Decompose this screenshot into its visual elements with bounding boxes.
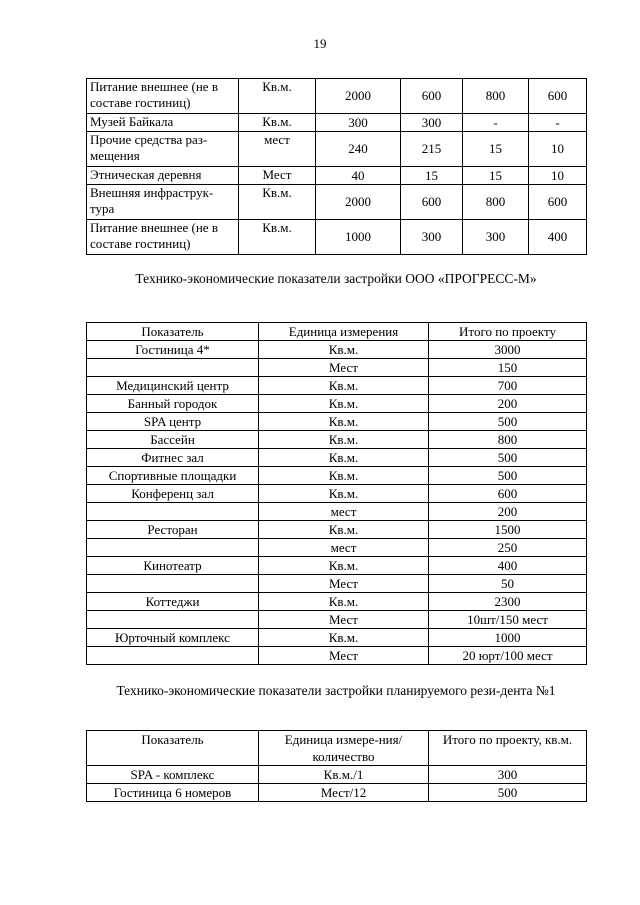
value-cell: 300	[401, 114, 463, 132]
unit-cell: Мест	[259, 575, 429, 593]
table-header-row	[87, 323, 587, 341]
table-caption-resident: Технико-экономические показатели застройки планируемого рези-дента №1	[116, 683, 556, 698]
indicator-cell: Кинотеатр	[87, 557, 259, 575]
unit-cell: Кв.м.	[259, 377, 429, 395]
value-cell: -	[463, 114, 529, 132]
indicator-cell: Банный городок	[87, 395, 259, 413]
table-row	[87, 784, 587, 802]
indicator-cell: Прочие средства раз-мещения	[87, 132, 239, 167]
column-header: Показатель	[87, 323, 259, 341]
unit-cell: Кв.м.	[239, 79, 316, 114]
indicator-cell	[87, 647, 259, 665]
value-cell: 15	[463, 167, 529, 185]
value-cell: 400	[529, 220, 587, 255]
column-header: Итого по проекту, кв.м.	[429, 731, 587, 766]
table-row	[87, 766, 587, 784]
table-row	[87, 593, 587, 611]
table-row	[87, 467, 587, 485]
value-cell: 700	[429, 377, 587, 395]
value-cell: 300	[316, 114, 401, 132]
value-cell: 15	[463, 132, 529, 167]
unit-cell: Мест	[259, 611, 429, 629]
unit-cell: Мест/12	[259, 784, 429, 802]
infrastructure-table	[86, 78, 587, 255]
table-row	[87, 575, 587, 593]
unit-cell: Кв.м.	[259, 593, 429, 611]
value-cell: 500	[429, 467, 587, 485]
indicator-cell	[87, 575, 259, 593]
unit-cell: Мест	[239, 167, 316, 185]
value-cell: 250	[429, 539, 587, 557]
page-number: 19	[313, 36, 327, 51]
unit-cell: мест	[239, 132, 316, 167]
value-cell: 215	[401, 132, 463, 167]
table-row	[87, 629, 587, 647]
unit-cell: Кв.м.	[259, 467, 429, 485]
indicator-cell: Конференц зал	[87, 485, 259, 503]
indicator-cell: Бассейн	[87, 431, 259, 449]
unit-cell: мест	[259, 503, 429, 521]
table-row	[87, 114, 587, 132]
unit-cell: Кв.м./1	[259, 766, 429, 784]
indicator-cell: Ресторан	[87, 521, 259, 539]
indicator-cell: Юрточный комплекс	[87, 629, 259, 647]
table-header-row	[87, 731, 587, 766]
indicator-cell: SPA центр	[87, 413, 259, 431]
table-row	[87, 485, 587, 503]
table-row	[87, 132, 587, 167]
unit-cell: Кв.м.	[259, 431, 429, 449]
table-row	[87, 413, 587, 431]
indicator-cell	[87, 503, 259, 521]
value-cell: 300	[401, 220, 463, 255]
value-cell: 150	[429, 359, 587, 377]
indicator-cell: Медицинский центр	[87, 377, 259, 395]
indicator-cell: Музей Байкала	[87, 114, 239, 132]
unit-cell: Кв.м.	[259, 341, 429, 359]
table-row	[87, 220, 587, 255]
indicator-cell: Коттеджи	[87, 593, 259, 611]
progress-m-table	[86, 322, 587, 665]
value-cell: 200	[429, 395, 587, 413]
value-cell: 800	[463, 185, 529, 220]
value-cell: 240	[316, 132, 401, 167]
unit-cell: Кв.м.	[259, 449, 429, 467]
value-cell: 50	[429, 575, 587, 593]
column-header: Итого по проекту	[429, 323, 587, 341]
table-row	[87, 395, 587, 413]
column-header: Показатель	[87, 731, 259, 766]
unit-cell: Кв.м.	[259, 413, 429, 431]
table-row	[87, 377, 587, 395]
table-caption-progress: Технико-экономические показатели застройки ООО «ПРОГРЕСС-М»	[135, 271, 537, 286]
value-cell: 1000	[316, 220, 401, 255]
column-header: Единица измере-ния/количество	[259, 731, 429, 766]
table-row	[87, 503, 587, 521]
table-row	[87, 521, 587, 539]
value-cell: 2000	[316, 185, 401, 220]
unit-cell: Мест	[259, 647, 429, 665]
value-cell: 2300	[429, 593, 587, 611]
indicator-cell	[87, 611, 259, 629]
table-row	[87, 341, 587, 359]
value-cell: 600	[401, 185, 463, 220]
value-cell: 600	[401, 79, 463, 114]
table-row	[87, 185, 587, 220]
unit-cell: Кв.м.	[239, 114, 316, 132]
unit-cell: Кв.м.	[259, 557, 429, 575]
unit-cell: Мест	[259, 359, 429, 377]
value-cell: 500	[429, 784, 587, 802]
table-row	[87, 611, 587, 629]
indicator-cell: Гостиница 6 номеров	[87, 784, 259, 802]
table-row	[87, 167, 587, 185]
value-cell: 400	[429, 557, 587, 575]
value-cell: 10шт/150 мест	[429, 611, 587, 629]
table-row	[87, 359, 587, 377]
value-cell: 600	[429, 485, 587, 503]
value-cell: 200	[429, 503, 587, 521]
value-cell: 3000	[429, 341, 587, 359]
indicator-cell: SPA - комплекс	[87, 766, 259, 784]
value-cell: 600	[529, 185, 587, 220]
indicator-cell: Спортивные площадки	[87, 467, 259, 485]
value-cell: 800	[429, 431, 587, 449]
table-row	[87, 557, 587, 575]
resident-table	[86, 730, 587, 802]
value-cell: 40	[316, 167, 401, 185]
value-cell: 20 юрт/100 мест	[429, 647, 587, 665]
table-row	[87, 431, 587, 449]
value-cell: 500	[429, 449, 587, 467]
value-cell: 2000	[316, 79, 401, 114]
value-cell: 300	[429, 766, 587, 784]
unit-cell: Кв.м.	[239, 185, 316, 220]
indicator-cell: Фитнес зал	[87, 449, 259, 467]
value-cell: 10	[529, 132, 587, 167]
value-cell: 800	[463, 79, 529, 114]
value-cell: 15	[401, 167, 463, 185]
indicator-cell: Внешняя инфраструк-тура	[87, 185, 239, 220]
unit-cell: Кв.м.	[259, 395, 429, 413]
indicator-cell: Гостиница 4*	[87, 341, 259, 359]
indicator-cell: Питание внешнее (не в составе гостиниц)	[87, 79, 239, 114]
unit-cell: мест	[259, 539, 429, 557]
value-cell: 1500	[429, 521, 587, 539]
table-row	[87, 647, 587, 665]
unit-cell: Кв.м.	[259, 629, 429, 647]
table-row	[87, 449, 587, 467]
indicator-cell	[87, 539, 259, 557]
unit-cell: Кв.м.	[239, 220, 316, 255]
indicator-cell	[87, 359, 259, 377]
indicator-cell: Питание внешнее (не в составе гостиниц)	[87, 220, 239, 255]
unit-cell: Кв.м.	[259, 485, 429, 503]
value-cell: 300	[463, 220, 529, 255]
value-cell: 10	[529, 167, 587, 185]
column-header: Единица измерения	[259, 323, 429, 341]
value-cell: 1000	[429, 629, 587, 647]
value-cell: -	[529, 114, 587, 132]
value-cell: 500	[429, 413, 587, 431]
value-cell: 600	[529, 79, 587, 114]
indicator-cell: Этническая деревня	[87, 167, 239, 185]
table-row	[87, 539, 587, 557]
table-row	[87, 79, 587, 114]
unit-cell: Кв.м.	[259, 521, 429, 539]
